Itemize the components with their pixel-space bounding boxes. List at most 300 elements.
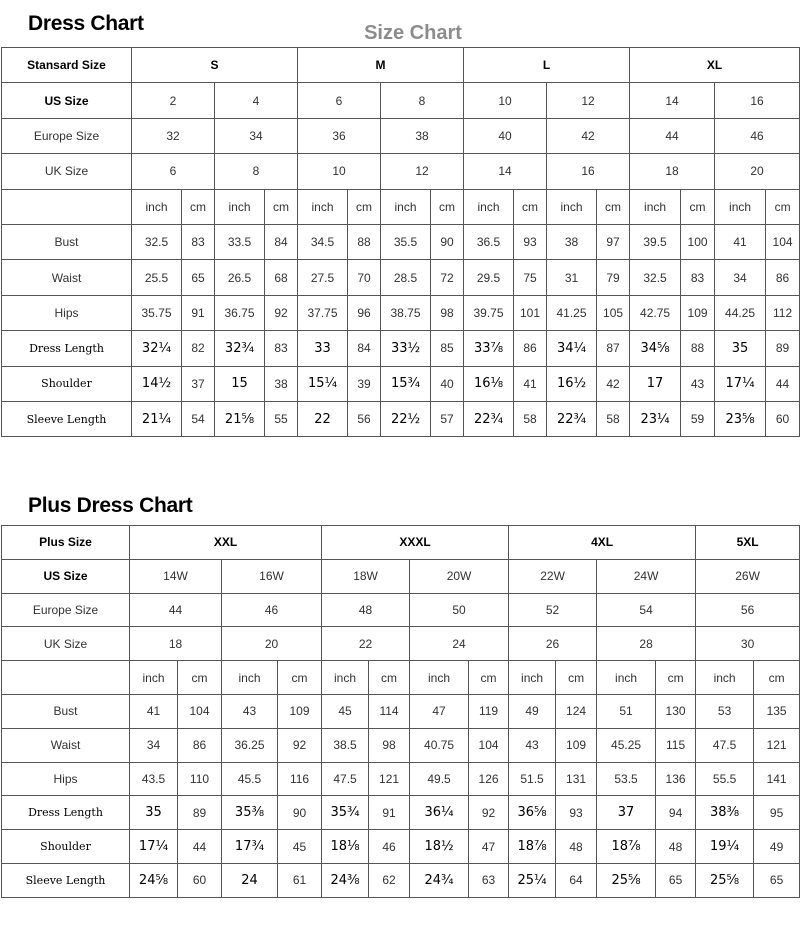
cm-value: 88 [681, 331, 715, 366]
inch-value: 36⅝ [509, 796, 556, 830]
cm-value: 109 [278, 694, 322, 728]
inch-value: 45.5 [222, 762, 278, 796]
inch-value: 18½ [410, 830, 469, 864]
cm-value: 46 [369, 830, 410, 864]
inch-value: 21¼ [132, 401, 182, 436]
inch-value: 32.5 [630, 260, 681, 295]
inch-value: 35⅜ [222, 796, 278, 830]
inch-value: 29.5 [464, 260, 514, 295]
unit-inch: inch [509, 661, 556, 695]
size-header-s: S [132, 48, 298, 83]
unit-cm: cm [265, 189, 298, 224]
inch-value: 33 [298, 331, 348, 366]
inch-value: 47.5 [696, 728, 754, 762]
unit-cm: cm [182, 189, 215, 224]
inch-value: 38⅜ [696, 796, 754, 830]
uk-size-label: UK Size [2, 627, 130, 661]
cm-value: 82 [182, 331, 215, 366]
inch-value: 32.5 [132, 224, 182, 259]
uk-size-value: 22 [322, 627, 410, 661]
measurement-label: Bust [2, 694, 130, 728]
inch-value: 41 [715, 224, 766, 259]
cm-value: 42 [597, 366, 630, 401]
unit-inch: inch [222, 661, 278, 695]
unit-inch: inch [381, 189, 431, 224]
measurement-row-dress-length [2, 796, 800, 830]
inch-value: 16⅛ [464, 366, 514, 401]
inch-value: 18⅞ [597, 830, 656, 864]
cm-value: 83 [265, 331, 298, 366]
cm-value: 91 [369, 796, 410, 830]
eu-size-value: 48 [322, 593, 410, 627]
cm-value: 109 [681, 295, 715, 330]
cm-value: 47 [469, 830, 509, 864]
eu-size-value: 56 [696, 593, 800, 627]
cm-value: 119 [469, 694, 509, 728]
inch-value: 34.5 [298, 224, 348, 259]
eu-size-value: 42 [547, 118, 630, 153]
cm-value: 141 [754, 762, 800, 796]
cm-value: 86 [766, 260, 800, 295]
cm-value: 44 [766, 366, 800, 401]
unit-inch: inch [597, 661, 656, 695]
cm-value: 65 [754, 863, 800, 897]
inch-value: 17¼ [130, 830, 178, 864]
cm-value: 89 [766, 331, 800, 366]
cm-value: 37 [182, 366, 215, 401]
cm-value: 62 [369, 863, 410, 897]
inch-value: 34 [715, 260, 766, 295]
us-size-value: 16 [715, 83, 800, 118]
measurement-label: Sleeve Length [2, 863, 130, 897]
inch-value: 43 [222, 694, 278, 728]
dress-size-table [1, 47, 800, 437]
cm-value: 48 [556, 830, 597, 864]
eu-size-label: Europe Size [2, 118, 132, 153]
cm-value: 130 [656, 694, 696, 728]
cm-value: 94 [656, 796, 696, 830]
cm-value: 86 [178, 728, 222, 762]
inch-value: 53 [696, 694, 754, 728]
inch-value: 38 [547, 224, 597, 259]
cm-value: 93 [514, 224, 547, 259]
cm-value: 104 [766, 224, 800, 259]
us-size-value: 14W [130, 559, 222, 593]
cm-value: 54 [182, 401, 215, 436]
cm-value: 104 [469, 728, 509, 762]
cm-value: 79 [597, 260, 630, 295]
cm-value: 98 [431, 295, 464, 330]
eu-size-value: 44 [130, 593, 222, 627]
inch-value: 14½ [132, 366, 182, 401]
cm-value: 121 [754, 728, 800, 762]
measurement-row-waist [2, 728, 800, 762]
unit-inch: inch [696, 661, 754, 695]
us-size-label: US Size [2, 83, 132, 118]
cm-value: 65 [182, 260, 215, 295]
us-size-value: 24W [597, 559, 696, 593]
cm-value: 91 [182, 295, 215, 330]
us-size-value: 8 [381, 83, 464, 118]
inch-value: 35¾ [322, 796, 369, 830]
measurement-label: Bust [2, 224, 132, 259]
cm-value: 105 [597, 295, 630, 330]
inch-value: 34⅝ [630, 331, 681, 366]
unit-inch: inch [715, 189, 766, 224]
unit-inch: inch [547, 189, 597, 224]
inch-value: 37 [597, 796, 656, 830]
us-size-value: 18W [322, 559, 410, 593]
uk-size-value: 24 [410, 627, 509, 661]
inch-value: 25¼ [509, 863, 556, 897]
cm-value: 43 [681, 366, 715, 401]
inch-value: 25⅝ [597, 863, 656, 897]
us-size-value: 20W [410, 559, 509, 593]
unit-inch: inch [130, 661, 178, 695]
inch-value: 39.75 [464, 295, 514, 330]
unit-cm: cm [278, 661, 322, 695]
eu-size-row [2, 593, 800, 627]
cm-value: 58 [514, 401, 547, 436]
inch-value: 25⅝ [696, 863, 754, 897]
cm-value: 83 [182, 224, 215, 259]
cm-value: 41 [514, 366, 547, 401]
uk-size-value: 6 [132, 154, 215, 189]
inch-value: 16½ [547, 366, 597, 401]
inch-value: 21⅝ [215, 401, 265, 436]
size-header-label: Stansard Size [2, 48, 132, 83]
inch-value: 22¾ [464, 401, 514, 436]
cm-value: 45 [278, 830, 322, 864]
inch-value: 41.25 [547, 295, 597, 330]
cm-value: 92 [265, 295, 298, 330]
inch-value: 35.75 [132, 295, 182, 330]
cm-value: 63 [469, 863, 509, 897]
plus-size-table [1, 525, 800, 898]
eu-size-value: 36 [298, 118, 381, 153]
uk-size-value: 8 [215, 154, 298, 189]
unit-inch: inch [464, 189, 514, 224]
inch-value: 53.5 [597, 762, 656, 796]
inch-value: 18⅛ [322, 830, 369, 864]
cm-value: 56 [348, 401, 381, 436]
measurement-row-dress-length [2, 331, 800, 366]
cm-value: 124 [556, 694, 597, 728]
size-header-m: M [298, 48, 464, 83]
inch-value: 32¼ [132, 331, 182, 366]
inch-value: 15¾ [381, 366, 431, 401]
size-header-row [2, 526, 800, 560]
cm-value: 87 [597, 331, 630, 366]
cm-value: 55 [265, 401, 298, 436]
plus-dress-chart-title: Plus Dress Chart [28, 494, 193, 517]
inch-value: 33½ [381, 331, 431, 366]
us-size-value: 4 [215, 83, 298, 118]
cm-value: 84 [265, 224, 298, 259]
unit-cm: cm [754, 661, 800, 695]
measurement-row-shoulder [2, 366, 800, 401]
uk-size-label: UK Size [2, 154, 132, 189]
eu-size-value: 52 [509, 593, 597, 627]
uk-size-value: 18 [630, 154, 715, 189]
inch-value: 36.75 [215, 295, 265, 330]
inch-value: 23¼ [630, 401, 681, 436]
unit-cm: cm [656, 661, 696, 695]
dress-chart-title: Dress Chart [28, 12, 144, 35]
size-header-row [2, 48, 800, 83]
unit-inch: inch [215, 189, 265, 224]
eu-size-value: 46 [222, 593, 322, 627]
cm-value: 93 [556, 796, 597, 830]
unit-cm: cm [514, 189, 547, 224]
measurement-row-sleeve-length [2, 863, 800, 897]
cm-value: 49 [754, 830, 800, 864]
eu-size-value: 44 [630, 118, 715, 153]
inch-value: 22 [298, 401, 348, 436]
unit-row-label-blank [2, 661, 130, 695]
unit-inch: inch [322, 661, 369, 695]
us-size-row [2, 83, 800, 118]
cm-value: 115 [656, 728, 696, 762]
size-chart-subtitle: Size Chart [364, 22, 462, 44]
cm-value: 40 [431, 366, 464, 401]
unit-cm: cm [469, 661, 509, 695]
cm-value: 89 [178, 796, 222, 830]
eu-size-value: 38 [381, 118, 464, 153]
cm-value: 61 [278, 863, 322, 897]
cm-value: 97 [597, 224, 630, 259]
inch-value: 24⅝ [130, 863, 178, 897]
us-size-value: 22W [509, 559, 597, 593]
inch-value: 22½ [381, 401, 431, 436]
cm-value: 135 [754, 694, 800, 728]
unit-inch: inch [410, 661, 469, 695]
unit-row [2, 661, 800, 695]
cm-value: 68 [265, 260, 298, 295]
inch-value: 25.5 [132, 260, 182, 295]
inch-value: 49.5 [410, 762, 469, 796]
cm-value: 83 [681, 260, 715, 295]
cm-value: 59 [681, 401, 715, 436]
eu-size-value: 46 [715, 118, 800, 153]
size-header-4xl: 4XL [509, 526, 696, 560]
cm-value: 116 [278, 762, 322, 796]
inch-value: 37.75 [298, 295, 348, 330]
size-header-xxxl: XXXL [322, 526, 509, 560]
measurement-label: Shoulder [2, 830, 130, 864]
unit-cm: cm [556, 661, 597, 695]
uk-size-value: 26 [509, 627, 597, 661]
cm-value: 96 [348, 295, 381, 330]
inch-value: 27.5 [298, 260, 348, 295]
cm-value: 104 [178, 694, 222, 728]
us-size-value: 2 [132, 83, 215, 118]
cm-value: 92 [278, 728, 322, 762]
cm-value: 95 [754, 796, 800, 830]
us-size-value: 6 [298, 83, 381, 118]
unit-inch: inch [630, 189, 681, 224]
inch-value: 43.5 [130, 762, 178, 796]
inch-value: 33⅞ [464, 331, 514, 366]
inch-value: 49 [509, 694, 556, 728]
inch-value: 40.75 [410, 728, 469, 762]
measurement-label: Waist [2, 260, 132, 295]
inch-value: 24 [222, 863, 278, 897]
cm-value: 39 [348, 366, 381, 401]
measurement-row-sleeve-length [2, 401, 800, 436]
measurement-label: Dress Length [2, 796, 130, 830]
cm-value: 48 [656, 830, 696, 864]
us-size-value: 10 [464, 83, 547, 118]
inch-value: 55.5 [696, 762, 754, 796]
inch-value: 41 [130, 694, 178, 728]
unit-inch: inch [298, 189, 348, 224]
cm-value: 60 [178, 863, 222, 897]
cm-value: 90 [431, 224, 464, 259]
cm-value: 84 [348, 331, 381, 366]
uk-size-value: 16 [547, 154, 630, 189]
eu-size-value: 34 [215, 118, 298, 153]
inch-value: 36¼ [410, 796, 469, 830]
cm-value: 57 [431, 401, 464, 436]
unit-row [2, 189, 800, 224]
inch-value: 51 [597, 694, 656, 728]
inch-value: 23⅝ [715, 401, 766, 436]
inch-value: 34 [130, 728, 178, 762]
inch-value: 45.25 [597, 728, 656, 762]
us-size-value: 26W [696, 559, 800, 593]
cm-value: 136 [656, 762, 696, 796]
us-size-row [2, 559, 800, 593]
cm-value: 44 [178, 830, 222, 864]
inch-value: 17¾ [222, 830, 278, 864]
us-size-value: 16W [222, 559, 322, 593]
inch-value: 45 [322, 694, 369, 728]
eu-size-row [2, 118, 800, 153]
inch-value: 26.5 [215, 260, 265, 295]
inch-value: 47 [410, 694, 469, 728]
uk-size-row [2, 154, 800, 189]
size-header-xl: XL [630, 48, 800, 83]
inch-value: 33.5 [215, 224, 265, 259]
unit-cm: cm [681, 189, 715, 224]
inch-value: 17 [630, 366, 681, 401]
cm-value: 58 [597, 401, 630, 436]
cm-value: 109 [556, 728, 597, 762]
cm-value: 38 [265, 366, 298, 401]
measurement-row-waist [2, 260, 800, 295]
eu-size-value: 40 [464, 118, 547, 153]
cm-value: 64 [556, 863, 597, 897]
size-header-xxl: XXL [130, 526, 322, 560]
cm-value: 85 [431, 331, 464, 366]
measurement-row-bust [2, 224, 800, 259]
inch-value: 28.5 [381, 260, 431, 295]
inch-value: 38.5 [322, 728, 369, 762]
cm-value: 112 [766, 295, 800, 330]
inch-value: 35.5 [381, 224, 431, 259]
uk-size-value: 18 [130, 627, 222, 661]
uk-size-value: 28 [597, 627, 696, 661]
us-size-value: 14 [630, 83, 715, 118]
inch-value: 31 [547, 260, 597, 295]
uk-size-value: 10 [298, 154, 381, 189]
cm-value: 90 [278, 796, 322, 830]
size-header-label: Plus Size [2, 526, 130, 560]
unit-cm: cm [348, 189, 381, 224]
unit-cm: cm [766, 189, 800, 224]
inch-value: 44.25 [715, 295, 766, 330]
uk-size-value: 20 [715, 154, 800, 189]
cm-value: 101 [514, 295, 547, 330]
cm-value: 121 [369, 762, 410, 796]
eu-size-label: Europe Size [2, 593, 130, 627]
cm-value: 72 [431, 260, 464, 295]
measurement-label: Waist [2, 728, 130, 762]
cm-value: 110 [178, 762, 222, 796]
unit-cm: cm [178, 661, 222, 695]
measurement-label: Dress Length [2, 331, 132, 366]
inch-value: 39.5 [630, 224, 681, 259]
measurement-row-shoulder [2, 830, 800, 864]
inch-value: 47.5 [322, 762, 369, 796]
inch-value: 38.75 [381, 295, 431, 330]
inch-value: 34¼ [547, 331, 597, 366]
inch-value: 17¼ [715, 366, 766, 401]
cm-value: 86 [514, 331, 547, 366]
inch-value: 36.25 [222, 728, 278, 762]
uk-size-value: 12 [381, 154, 464, 189]
cm-value: 88 [348, 224, 381, 259]
inch-value: 24¾ [410, 863, 469, 897]
inch-value: 15 [215, 366, 265, 401]
cm-value: 65 [656, 863, 696, 897]
eu-size-value: 54 [597, 593, 696, 627]
inch-value: 32¾ [215, 331, 265, 366]
inch-value: 36.5 [464, 224, 514, 259]
cm-value: 75 [514, 260, 547, 295]
size-header-5xl: 5XL [696, 526, 800, 560]
inch-value: 35 [715, 331, 766, 366]
cm-value: 92 [469, 796, 509, 830]
measurement-row-hips [2, 295, 800, 330]
inch-value: 15¼ [298, 366, 348, 401]
cm-value: 131 [556, 762, 597, 796]
cm-value: 60 [766, 401, 800, 436]
unit-inch: inch [132, 189, 182, 224]
inch-value: 18⅞ [509, 830, 556, 864]
inch-value: 24⅜ [322, 863, 369, 897]
unit-cm: cm [597, 189, 630, 224]
us-size-label: US Size [2, 559, 130, 593]
eu-size-value: 32 [132, 118, 215, 153]
measurement-label: Hips [2, 762, 130, 796]
measurement-row-hips [2, 762, 800, 796]
cm-value: 126 [469, 762, 509, 796]
us-size-value: 12 [547, 83, 630, 118]
size-header-l: L [464, 48, 630, 83]
measurement-label: Hips [2, 295, 132, 330]
measurement-row-bust [2, 694, 800, 728]
inch-value: 19¼ [696, 830, 754, 864]
inch-value: 35 [130, 796, 178, 830]
cm-value: 114 [369, 694, 410, 728]
eu-size-value: 50 [410, 593, 509, 627]
inch-value: 43 [509, 728, 556, 762]
inch-value: 22¾ [547, 401, 597, 436]
inch-value: 42.75 [630, 295, 681, 330]
measurement-label: Sleeve Length [2, 401, 132, 436]
